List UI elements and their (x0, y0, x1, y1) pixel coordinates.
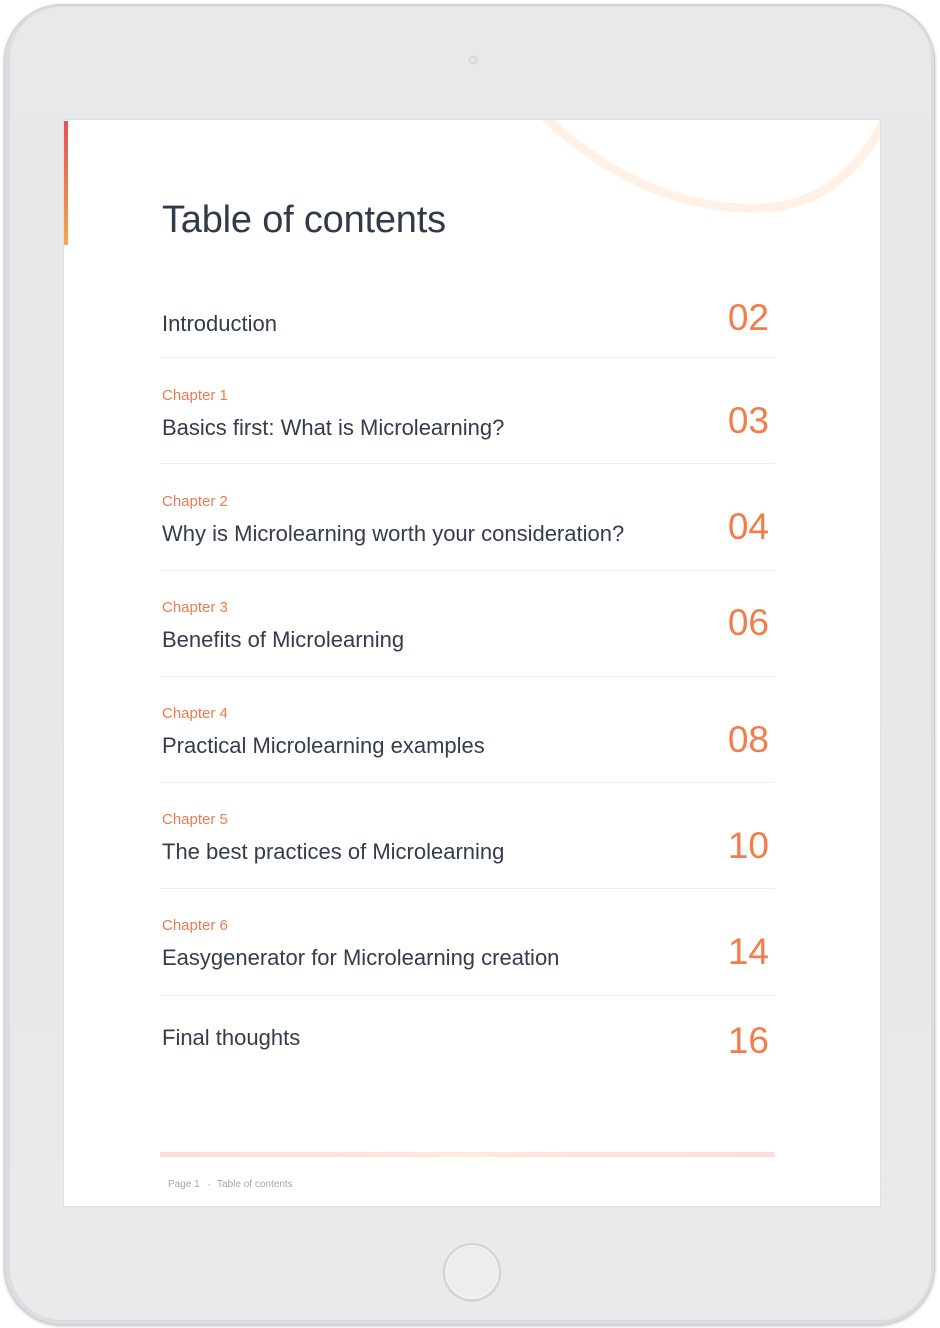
footer-page-label: Page 1 (168, 1179, 200, 1190)
entry-title: Benefits of Microlearning (162, 627, 405, 652)
page-title: Table of contents (162, 199, 446, 241)
page-number: 10 (727, 825, 769, 866)
toc-entry-chapter-4[interactable] (160, 704, 775, 764)
entry-title: Introduction (162, 311, 277, 336)
toc-entry-chapter-2[interactable] (160, 492, 775, 552)
separator (160, 463, 775, 464)
page-number: 16 (727, 1020, 769, 1061)
entry-title: Basics first: What is Microlearning? (162, 415, 505, 440)
toc-entry-introduction[interactable] (160, 296, 775, 356)
entry-title: Why is Microlearning worth your consideration? (162, 521, 625, 546)
toc-entry-chapter-5[interactable] (160, 810, 775, 870)
tablet-screen (64, 120, 880, 1206)
toc-entry-final-thoughts[interactable] (160, 1010, 775, 1070)
entry-title: The best practices of Microlearning (162, 839, 505, 864)
entry-title: Practical Microlearning examples (162, 733, 485, 758)
separator (160, 570, 775, 571)
chapter-label: Chapter 1 (162, 387, 228, 404)
footer-divider (160, 1152, 775, 1157)
separator (160, 676, 775, 677)
page-number: 08 (727, 719, 769, 760)
separator (160, 357, 775, 358)
entry-title: Final thoughts (162, 1025, 301, 1050)
chapter-label: Chapter 3 (162, 599, 228, 616)
footer-separator: · (207, 1179, 212, 1190)
page-number: 06 (727, 602, 769, 643)
page-number: 14 (727, 931, 769, 972)
toc-entry-chapter-1[interactable] (160, 386, 775, 446)
page-number: 02 (727, 297, 769, 338)
entry-title: Easygenerator for Microlearning creation (162, 945, 560, 970)
chapter-label: Chapter 2 (162, 493, 228, 510)
separator (160, 782, 775, 783)
chapter-label: Chapter 4 (162, 705, 228, 722)
page-number: 03 (727, 400, 769, 441)
chapter-label: Chapter 5 (162, 811, 228, 828)
page-footer (168, 1179, 293, 1190)
home-button[interactable] (443, 1243, 501, 1301)
separator (160, 995, 775, 996)
toc-entry-chapter-3[interactable] (160, 598, 775, 658)
chapter-label: Chapter 6 (162, 917, 228, 934)
camera-icon (468, 55, 478, 65)
footer-section: Table of contents (217, 1179, 293, 1190)
toc-entry-chapter-6[interactable] (160, 916, 775, 976)
separator (160, 888, 775, 889)
page-number: 04 (727, 506, 769, 547)
